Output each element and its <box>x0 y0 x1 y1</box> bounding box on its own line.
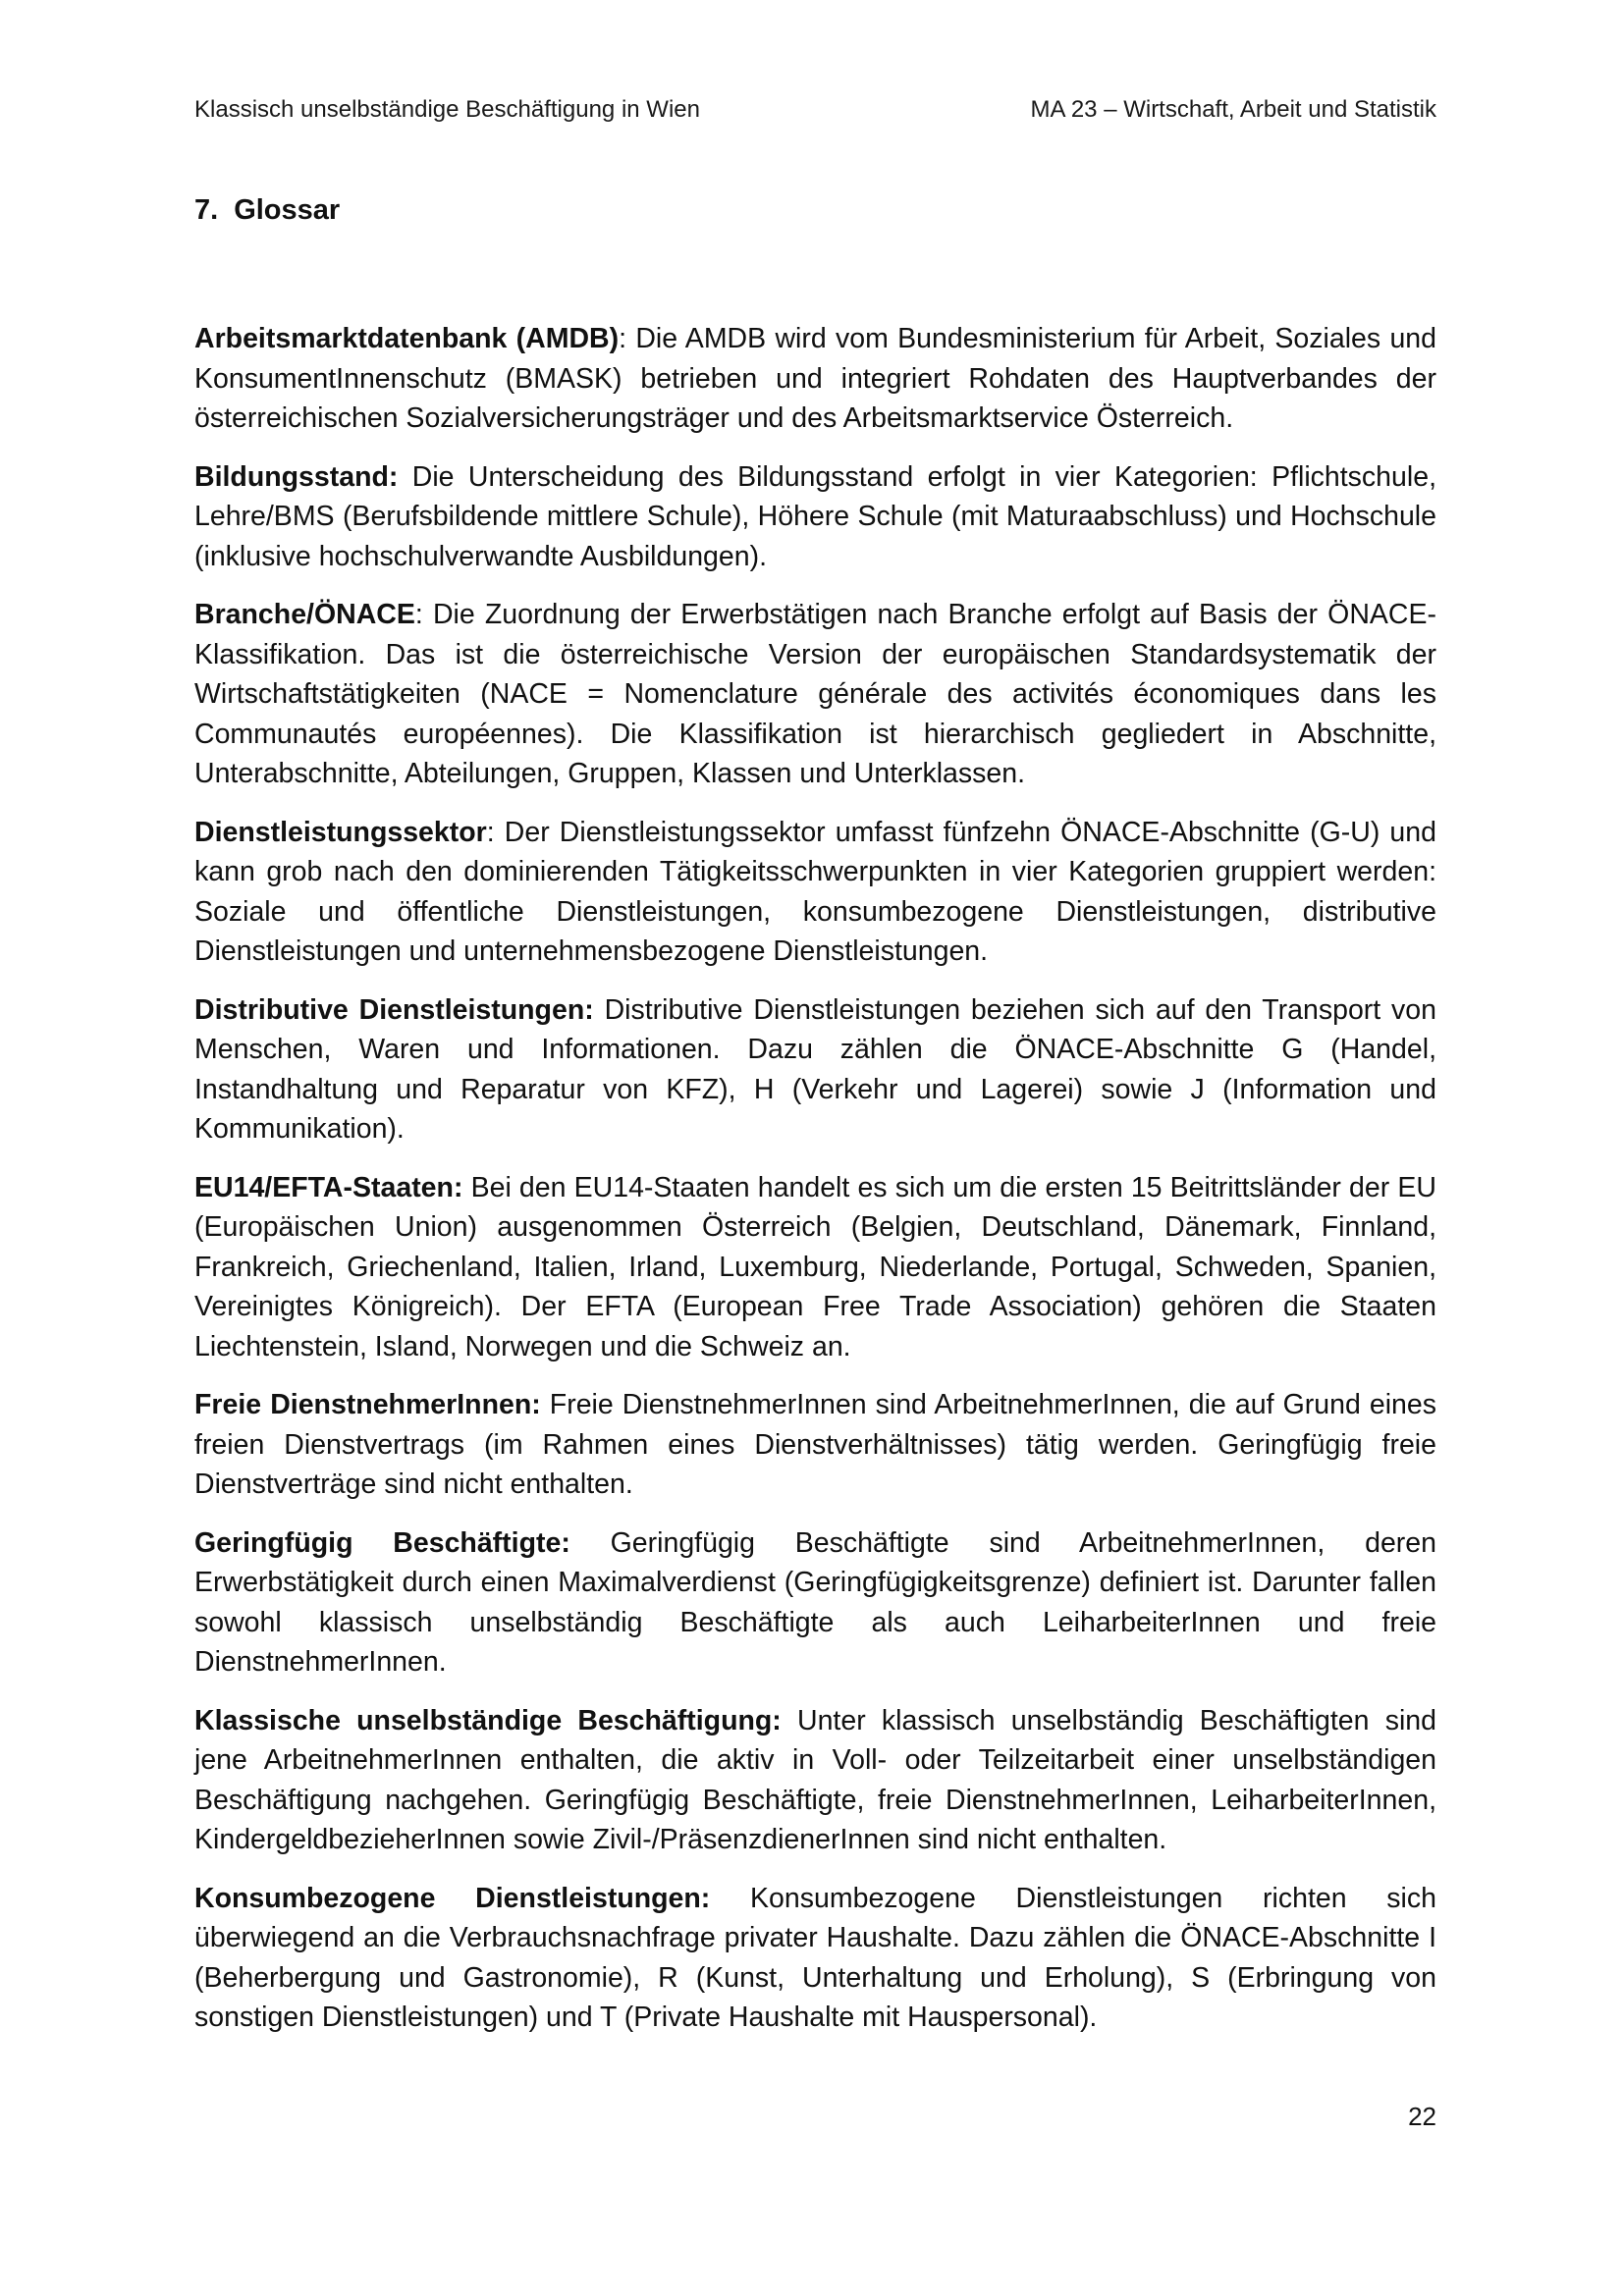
glossary-definition: Distributive Dienstleistungen beziehen sich auf den Transport von Menschen, Waren und Informationen. Dazu zählen die ÖNACE-Abschnitte G (Handel, Instandhaltung und Reparatur von KFZ), H (Verkehr und Lagerei) sowie J (Information und Kommunikation). <box>194 993 1436 1145</box>
glossary-term: Freie DienstnehmerInnen: <box>194 1389 541 1420</box>
glossary-list <box>194 319 1436 2056</box>
glossary-term: Distributive Dienstleistungen: <box>194 993 594 1026</box>
glossary-term: Dienstleistungssektor <box>194 816 487 848</box>
glossary-entry <box>194 457 1436 577</box>
glossary-entry <box>194 319 1436 439</box>
glossary-entry <box>194 990 1436 1149</box>
section-title <box>194 192 340 228</box>
glossary-entry <box>194 595 1436 794</box>
glossary-term-separator: : <box>414 599 423 630</box>
glossary-term: Klassische unselbständige Beschäftigung: <box>194 1704 782 1736</box>
glossary-term: EU14/EFTA-Staaten: <box>194 1171 463 1203</box>
glossary-entry <box>194 1385 1436 1505</box>
glossary-term: Bildungsstand: <box>194 460 399 493</box>
glossary-term-separator: : <box>619 323 627 354</box>
glossary-entry <box>194 813 1436 972</box>
glossary-entry <box>194 1168 1436 1367</box>
section-number: 7. <box>194 194 219 226</box>
glossary-definition: Konsumbezogene Dienstleistungen richten sich überwiegend an die Verbrauchsnachfrage privater Haushalte. Dazu zählen die ÖNACE-Abschnitte I (Beherbergung und Gastronomie), R (Kunst, Unterhaltung und Erholung), S (Erbringung von sonstigen Dienstleistungen) und T (Private Haushalte mit Hauspersonal). <box>194 1882 1436 2033</box>
glossary-definition: Der Dienstleistungssektor umfasst fünfzehn ÖNACE-Abschnitte (G-U) und kann grob nach den dominierenden Tätigkeitsschwerpunkten in vier Kategorien gruppiert werden: Soziale und öffentliche Dienstleistungen, konsumbezogene Dienstleistungen, distributive Dienstleistungen und unternehmensbezogene Dienstleistungen. <box>194 816 1436 967</box>
glossary-entry <box>194 1701 1436 1860</box>
glossary-definition: Die AMDB wird vom Bundesministerium für Arbeit, Soziales und KonsumentInnenschutz (BMASK) betrieben und integriert Rohdaten des Hauptverbandes der österreichischen Sozialversicherungsträger und des Arbeitsmarktservice Österreich. <box>194 323 1436 434</box>
page-header <box>194 95 1436 125</box>
glossary-entry <box>194 1523 1436 1682</box>
glossary-entry <box>194 1879 1436 2038</box>
glossary-definition: Die Unterscheidung des Bildungsstand erfolgt in vier Kategorien: Pflichtschule, Lehre/BMS (Berufsbildende mittlere Schule), Höhere Schule (mit Maturaabschluss) und Hochschule (inklusive hochschulverwandte Ausbildungen). <box>194 460 1436 572</box>
glossary-term: Arbeitsmarktdatenbank (AMDB) <box>194 323 620 354</box>
glossary-term: Konsumbezogene Dienstleistungen: <box>194 1882 711 1914</box>
glossary-term-separator: : <box>486 816 495 848</box>
glossary-definition: Die Zuordnung der Erwerbstätigen nach Branche erfolgt auf Basis der ÖNACE-Klassifikation. Das ist die österreichische Version der europäischen Standardsystematik der Wirtschaftstätigkeiten (NACE = Nomenclature générale des activités économiques dans les Communautés européennes). Die Klassifikation ist hierarchisch gegliedert in Abschnitte, Unterabschnitte, Abteilungen, Gruppen, Klassen und Unterklassen. <box>194 599 1436 789</box>
glossary-definition: Geringfügig Beschäftigte sind ArbeitnehmerInnen, deren Erwerbstätigkeit durch einen Maximalverdienst (Geringfügigkeitsgrenze) definiert ist. Darunter fallen sowohl klassisch unselbständig Beschäftigte als auch LeiharbeiterInnen und freie DienstnehmerInnen. <box>194 1526 1436 1678</box>
section-title-text: Glossar <box>234 194 341 226</box>
header-document-title: Klassisch unselbständige Beschäftigung in Wien <box>194 96 700 123</box>
page-number: 22 <box>1408 2102 1436 2131</box>
header-department: MA 23 – Wirtschaft, Arbeit und Statistik <box>1030 96 1436 123</box>
glossary-definition: Bei den EU14-Staaten handelt es sich um die ersten 15 Beitrittsländer der EU (Europäischen Union) ausgenommen Österreich (Belgien, Deutschland, Dänemark, Finnland, Frankreich, Griechenland, Italien, Irland, Luxemburg, Niederlande, Portugal, Schweden, Spanien, Vereinigtes Königreich). Der EFTA (European Free Trade Association) gehören die Staaten Liechtenstein, Island, Norwegen und die Schweiz an. <box>194 1171 1436 1362</box>
glossary-definition: Unter klassisch unselbständig Beschäftigten sind jene ArbeitnehmerInnen enthalten, die aktiv in Voll- oder Teilzeitarbeit einer unselbständigen Beschäftigung nachgehen. Geringfügig Beschäftigte, freie DienstnehmerInnen, LeiharbeiterInnen, KindergeldbezieherInnen sowie Zivil-/PräsenzdienerInnen sind nicht enthalten. <box>194 1704 1436 1855</box>
glossary-definition: Freie DienstnehmerInnen sind ArbeitnehmerInnen, die auf Grund eines freien Dienstvertrags (im Rahmen eines Dienstverhältnisses) tätig werden. Geringfügig freie Dienstverträge sind nicht enthalten. <box>194 1389 1436 1500</box>
glossary-term: Branche/ÖNACE <box>194 599 415 630</box>
glossary-term: Geringfügig Beschäftigte: <box>194 1526 570 1559</box>
